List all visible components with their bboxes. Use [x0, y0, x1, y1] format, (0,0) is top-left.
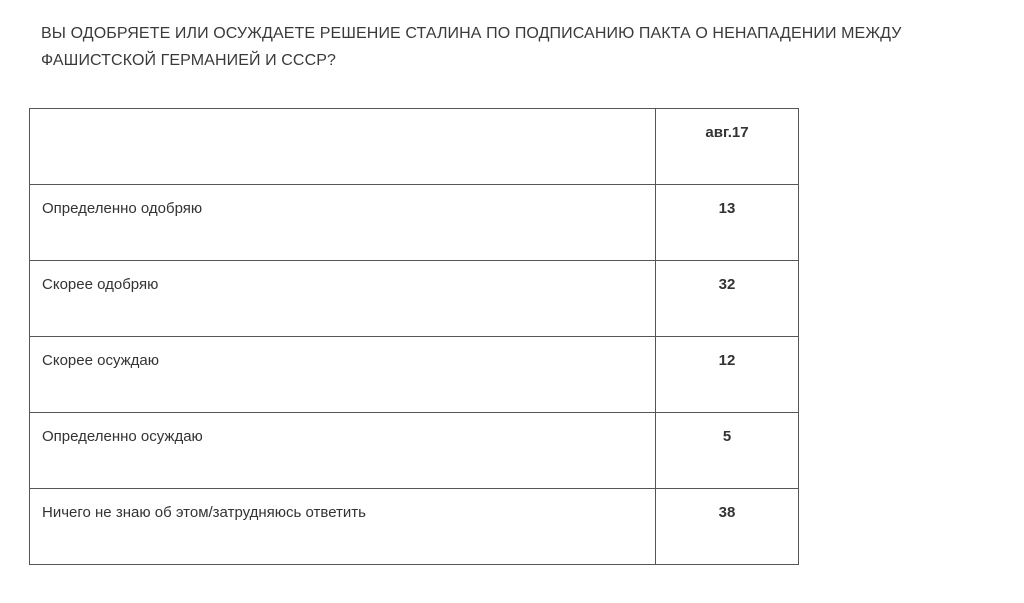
results-table — [29, 108, 799, 565]
survey-question: ВЫ ОДОБРЯЕТЕ ИЛИ ОСУЖДАЕТЕ РЕШЕНИЕ СТАЛИНА ПО ПОДПИСАНИЮ ПАКТА О НЕНАПАДЕНИИ МЕЖДУ ФАШИСТСКОЙ ГЕРМАНИЕЙ И СССР? — [41, 25, 902, 69]
answer-label: Определенно одобряю — [30, 185, 656, 261]
answer-percent: 13 — [656, 185, 799, 261]
table-row — [30, 261, 799, 337]
table-row — [30, 185, 799, 261]
answer-percent: 32 — [656, 261, 799, 337]
answer-label: Ничего не знаю об этом/затрудняюсь ответить — [30, 489, 656, 565]
header-label-cell — [30, 109, 656, 185]
answer-label: Скорее осуждаю — [30, 337, 656, 413]
table-row — [30, 337, 799, 413]
answer-percent: 5 — [656, 413, 799, 489]
answer-label: Определенно осуждаю — [30, 413, 656, 489]
answer-label: Скорее одобряю — [30, 261, 656, 337]
table-header-row — [30, 109, 799, 185]
table-row — [30, 413, 799, 489]
answer-percent: 12 — [656, 337, 799, 413]
answer-percent: 38 — [656, 489, 799, 565]
table-row — [30, 489, 799, 565]
header-period-cell: авг.17 — [656, 109, 799, 185]
